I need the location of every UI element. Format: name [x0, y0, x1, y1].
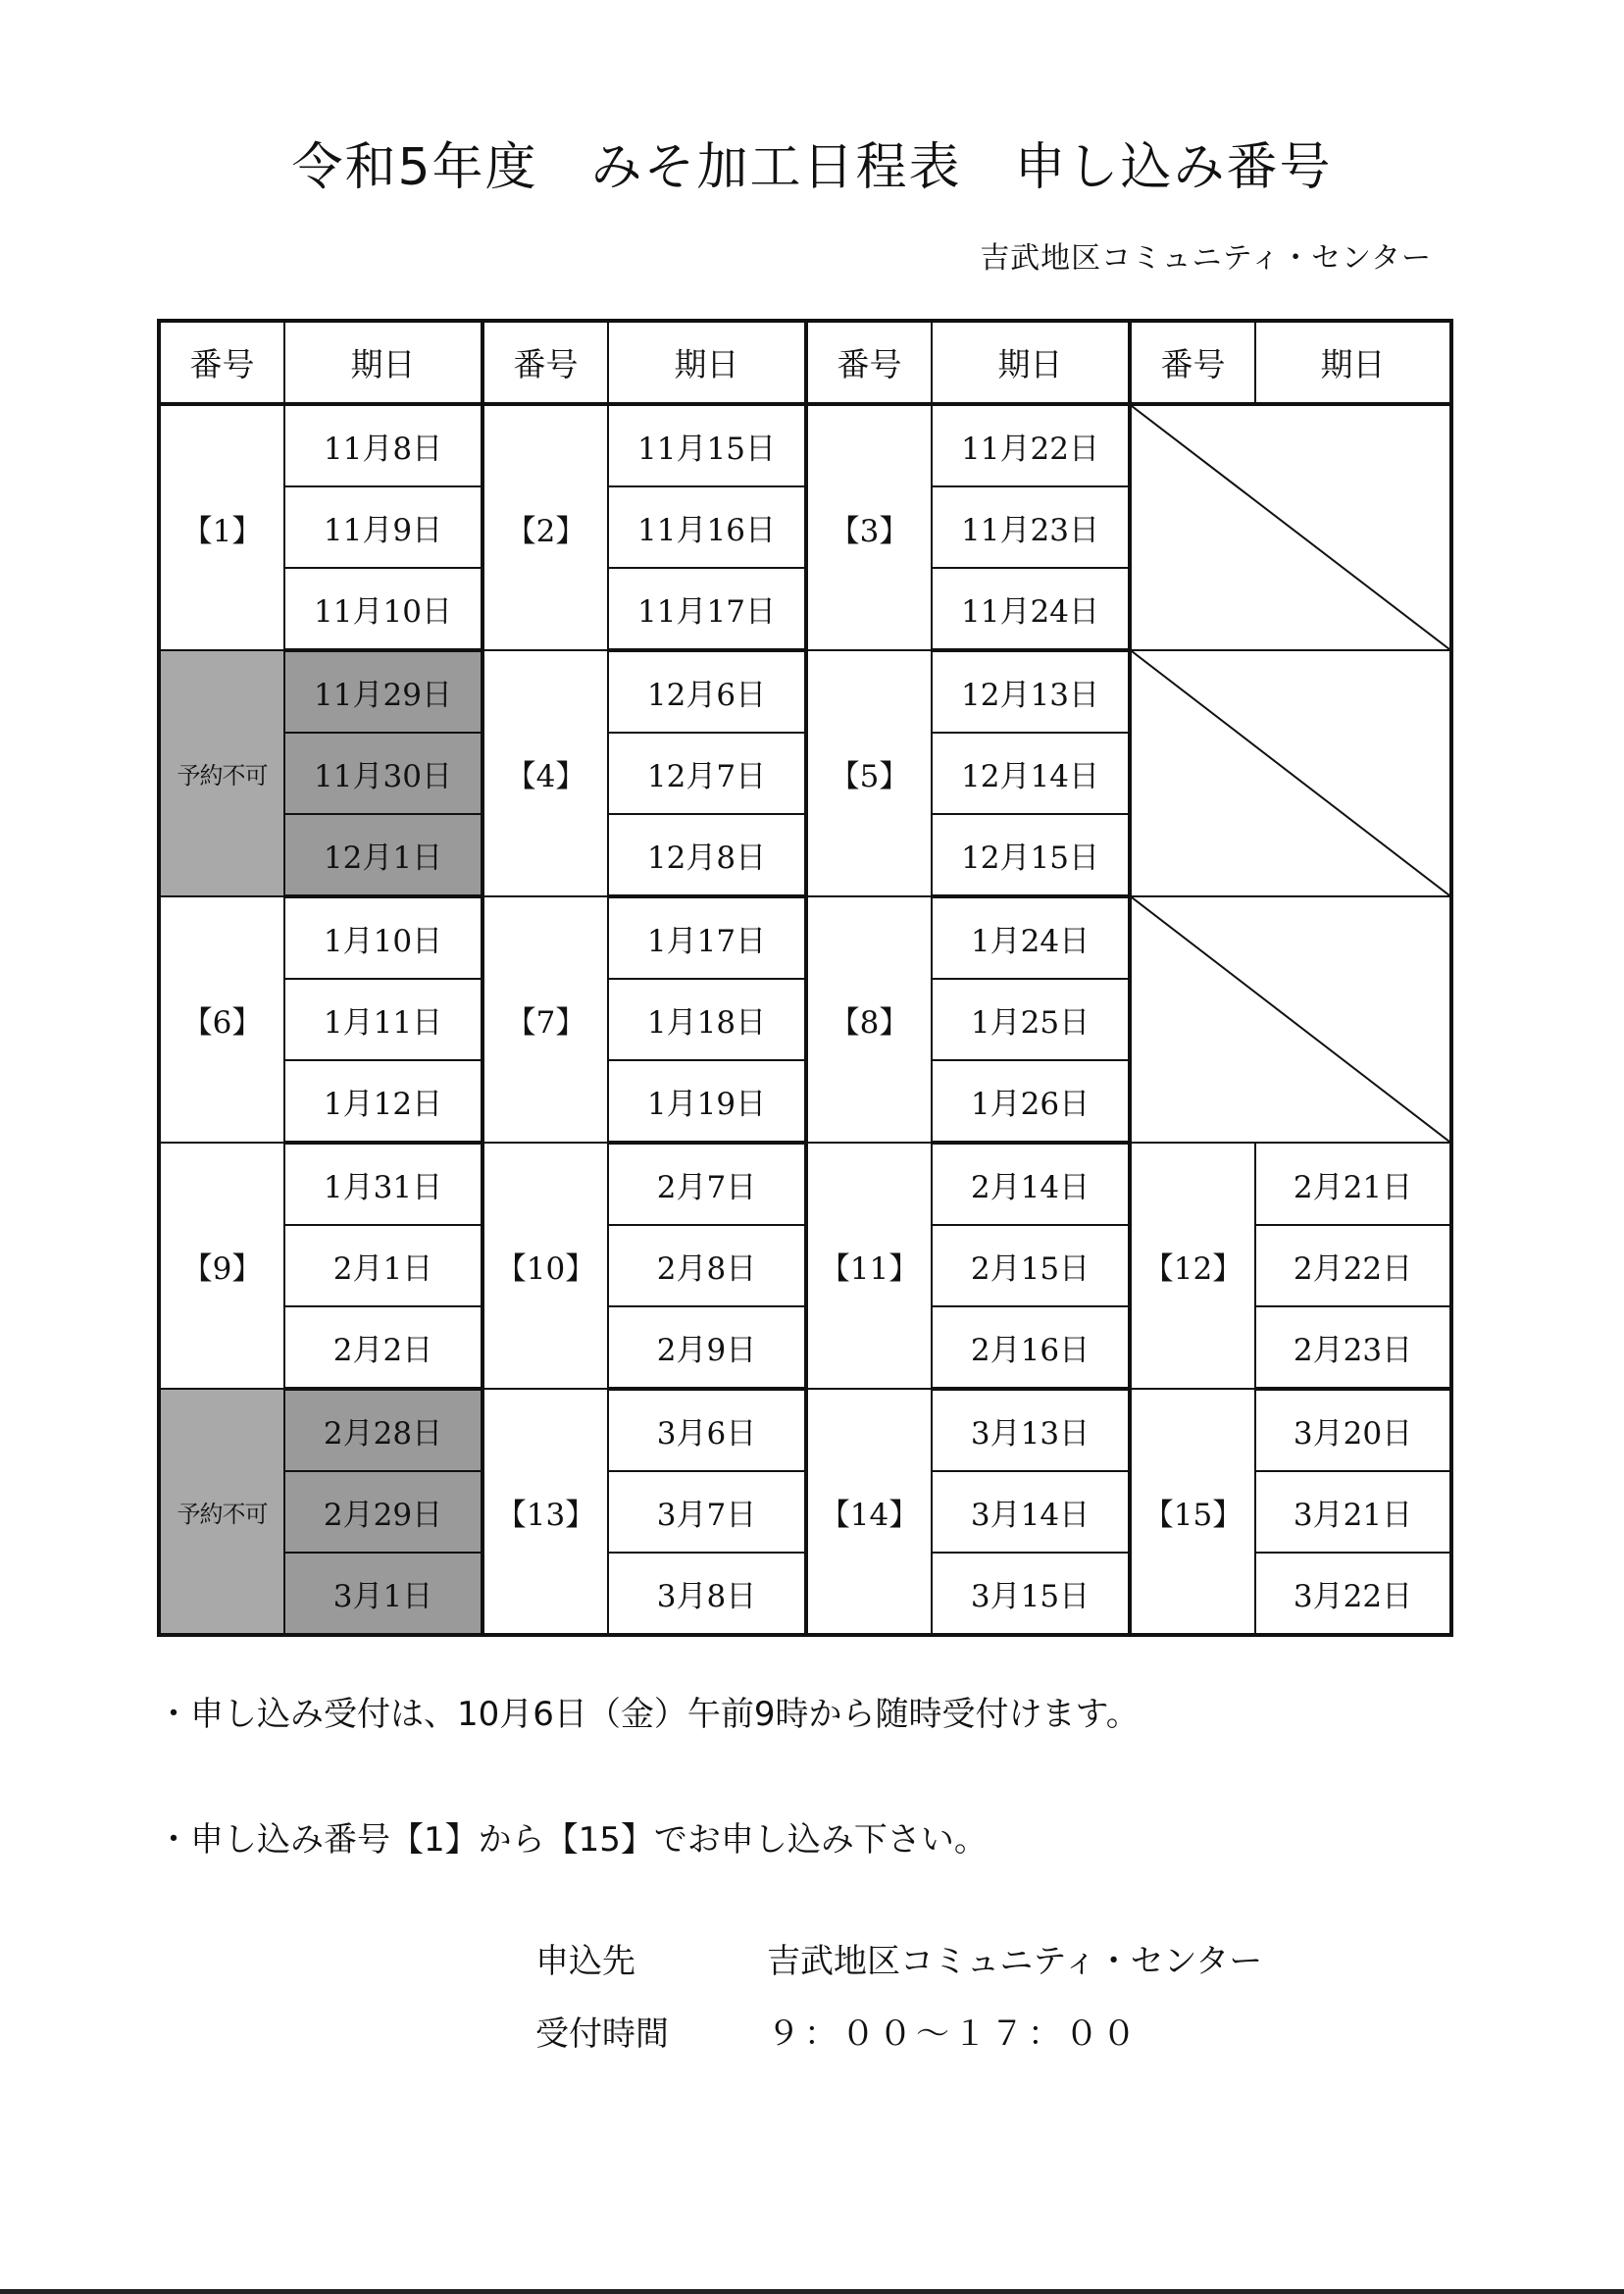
contact-hours-value: ９：００～１７：００: [767, 2014, 1140, 2054]
date-cell: 12月13日: [932, 650, 1130, 733]
page-title: 令和5年度 みそ加工日程表 申し込み番号: [291, 138, 1333, 197]
table-row: [159, 1306, 1451, 1389]
header-number: 番号: [159, 321, 284, 404]
schedule-body: [159, 404, 1451, 1635]
date-cell: 3月13日: [932, 1389, 1130, 1471]
application-number: 【3】: [806, 404, 932, 650]
application-number: 【15】: [1130, 1389, 1255, 1635]
header-date: 期日: [932, 321, 1130, 404]
date-cell: 3月8日: [608, 1553, 806, 1635]
date-cell: 11月17日: [608, 568, 806, 650]
date-cell: 2月22日: [1255, 1225, 1451, 1306]
blocked-label: 予約不可: [159, 650, 284, 896]
table-row: [159, 650, 1451, 733]
date-cell: 11月15日: [608, 404, 806, 486]
table-row: [159, 1553, 1451, 1635]
date-cell: 1月12日: [284, 1060, 482, 1143]
date-cell: 3月6日: [608, 1389, 806, 1471]
application-number: 【13】: [482, 1389, 608, 1635]
diagonal-line: [1132, 651, 1449, 895]
blocked-date-cell: 12月1日: [284, 814, 482, 896]
application-number: 【6】: [159, 896, 284, 1143]
application-number: 【2】: [482, 404, 608, 650]
application-number: 【8】: [806, 896, 932, 1143]
date-cell: 1月11日: [284, 979, 482, 1060]
date-cell: 12月14日: [932, 733, 1130, 814]
blocked-date-cell: 2月29日: [284, 1471, 482, 1553]
application-number: 【11】: [806, 1143, 932, 1389]
blocked-label: 予約不可: [159, 1389, 284, 1635]
date-cell: 1月17日: [608, 896, 806, 979]
diagonal-strike: [1132, 651, 1449, 895]
date-cell: 2月23日: [1255, 1306, 1451, 1389]
header-date: 期日: [1255, 321, 1451, 404]
contact-place-value: 吉武地区コミュニティ・センター: [767, 1942, 1263, 1981]
date-cell: 3月14日: [932, 1471, 1130, 1553]
header-number: 番号: [806, 321, 932, 404]
date-cell: 11月9日: [284, 486, 482, 568]
date-cell: 1月25日: [932, 979, 1130, 1060]
table-row: [159, 1389, 1451, 1471]
date-cell: 1月24日: [932, 896, 1130, 979]
blocked-date-cell: 11月29日: [284, 650, 482, 733]
empty-slot-cell: [1130, 650, 1451, 896]
header-number: 番号: [1130, 321, 1255, 404]
table-row: [159, 1471, 1451, 1553]
application-number: 【9】: [159, 1143, 284, 1389]
date-cell: 3月22日: [1255, 1553, 1451, 1635]
empty-slot-cell: [1130, 404, 1451, 650]
application-number: 【5】: [806, 650, 932, 896]
date-cell: 11月16日: [608, 486, 806, 568]
table-row: [159, 896, 1451, 979]
date-cell: 1月10日: [284, 896, 482, 979]
date-cell: 11月10日: [284, 568, 482, 650]
date-cell: 11月24日: [932, 568, 1130, 650]
date-cell: 1月26日: [932, 1060, 1130, 1143]
date-cell: 12月6日: [608, 650, 806, 733]
date-cell: 1月31日: [284, 1143, 482, 1225]
date-cell: 3月7日: [608, 1471, 806, 1553]
contact-place-label: 申込先: [535, 1942, 635, 1981]
date-cell: 2月9日: [608, 1306, 806, 1389]
date-cell: 11月23日: [932, 486, 1130, 568]
date-cell: 12月7日: [608, 733, 806, 814]
contact-hours-label: 受付時間: [535, 2014, 669, 2054]
date-cell: 3月21日: [1255, 1471, 1451, 1553]
date-cell: 11月22日: [932, 404, 1130, 486]
date-cell: 1月19日: [608, 1060, 806, 1143]
application-number: 【1】: [159, 404, 284, 650]
date-cell: 2月8日: [608, 1225, 806, 1306]
note-numbers: ・申し込み番号【1】から【15】でお申し込み下さい。: [157, 1820, 988, 1860]
date-cell: 1月18日: [608, 979, 806, 1060]
date-cell: 2月16日: [932, 1306, 1130, 1389]
application-number: 【7】: [482, 896, 608, 1143]
header-date: 期日: [284, 321, 482, 404]
date-cell: 3月15日: [932, 1553, 1130, 1635]
application-number: 【4】: [482, 650, 608, 896]
date-cell: 11月8日: [284, 404, 482, 486]
date-cell: 3月20日: [1255, 1389, 1451, 1471]
table-header-row: [159, 321, 1451, 404]
diagonal-strike: [1132, 897, 1449, 1142]
header-date: 期日: [608, 321, 806, 404]
date-cell: 2月14日: [932, 1143, 1130, 1225]
blocked-date-cell: 3月1日: [284, 1553, 482, 1635]
organization-name: 吉武地区コミュニティ・センター: [980, 241, 1432, 276]
schedule-table: [157, 319, 1453, 1637]
header-number: 番号: [482, 321, 608, 404]
diagonal-line: [1132, 406, 1449, 649]
date-cell: 12月15日: [932, 814, 1130, 896]
application-number: 【10】: [482, 1143, 608, 1389]
blocked-date-cell: 2月28日: [284, 1389, 482, 1471]
note-reception: ・申し込み受付は、10月6日（金）午前9時から随時受付けます。: [157, 1695, 1140, 1734]
table-row: [159, 404, 1451, 486]
page-bottom-rule: [0, 2289, 1624, 2294]
empty-slot-cell: [1130, 896, 1451, 1143]
diagonal-line: [1132, 897, 1449, 1142]
date-cell: 12月8日: [608, 814, 806, 896]
diagonal-strike: [1132, 406, 1449, 649]
date-cell: 2月15日: [932, 1225, 1130, 1306]
blocked-date-cell: 11月30日: [284, 733, 482, 814]
date-cell: 2月2日: [284, 1306, 482, 1389]
application-number: 【12】: [1130, 1143, 1255, 1389]
date-cell: 2月21日: [1255, 1143, 1451, 1225]
date-cell: 2月1日: [284, 1225, 482, 1306]
table-row: [159, 1225, 1451, 1306]
table-row: [159, 1143, 1451, 1225]
date-cell: 2月7日: [608, 1143, 806, 1225]
application-number: 【14】: [806, 1389, 932, 1635]
